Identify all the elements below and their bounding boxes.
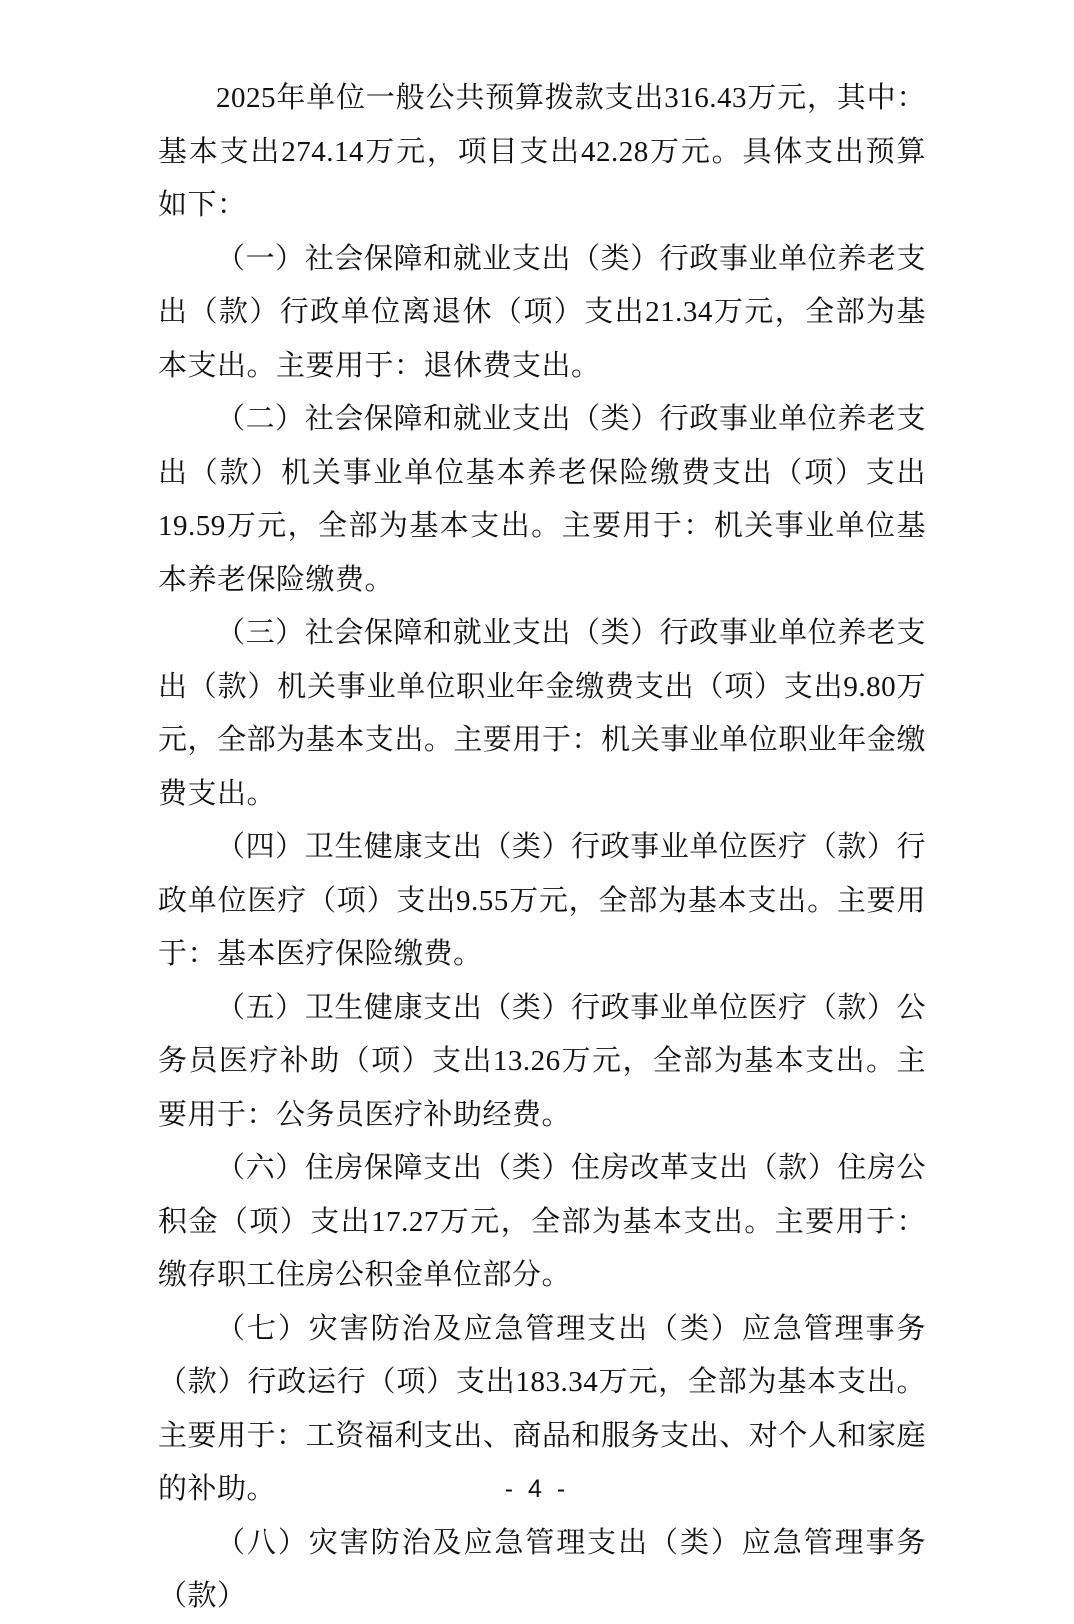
paragraph-item-4: （四）卫生健康支出（类）行政事业单位医疗（款）行政单位医疗（项）支出9.55万元，全部为基本支出。主要用于：基本医疗保险缴费。	[158, 831, 926, 970]
paragraph-item-7: （七）灾害防治及应急管理支出（类）应急管理事务（款）行政运行（项）支出183.34万元，全部为基本支出。主要用于：工资福利支出、商品和服务支出、对个人和家庭的补助。	[158, 1312, 926, 1505]
paragraph-item-5: （五）卫生健康支出（类）行政事业单位医疗（款）公务员医疗补助（项）支出13.26万元，全部为基本支出。主要用于：公务员医疗补助经费。	[158, 991, 926, 1131]
paragraph-budget-summary: 2025年单位一般公共预算拨款支出316.43万元，其中：基本支出274.14万元，项目支出42.28万元。具体支出预算如下：	[158, 82, 926, 221]
paragraph-item-3: （三）社会保障和就业支出（类）行政事业单位养老支出（款）机关事业单位职业年金缴费支出（项）支出9.80万元，全部为基本支出。主要用于：机关事业单位职业年金缴费支出。	[158, 617, 926, 810]
paragraph-item-1: （一）社会保障和就业支出（类）行政事业单位养老支出（款）行政单位离退休（项）支出21.34万元，全部为基本支出。主要用于：退休费支出。	[158, 242, 926, 382]
paragraph-item-6: （六）住房保障支出（类）住房改革支出（款）住房公积金（项）支出17.27万元，全部为基本支出。主要用于：缴存职工住房公积金单位部分。	[158, 1152, 926, 1291]
paragraph-item-8: （八）灾害防治及应急管理支出（类）应急管理事务（款）	[158, 1526, 926, 1612]
paragraph-item-2: （二）社会保障和就业支出（类）行政事业单位养老支出（款）机关事业单位基本养老保险缴费支出（项）支出19.59万元，全部为基本支出。主要用于：机关事业单位基本养老保险缴费。	[158, 403, 926, 596]
page-number: - 4 -	[504, 1475, 570, 1503]
document-body	[158, 72, 926, 1624]
